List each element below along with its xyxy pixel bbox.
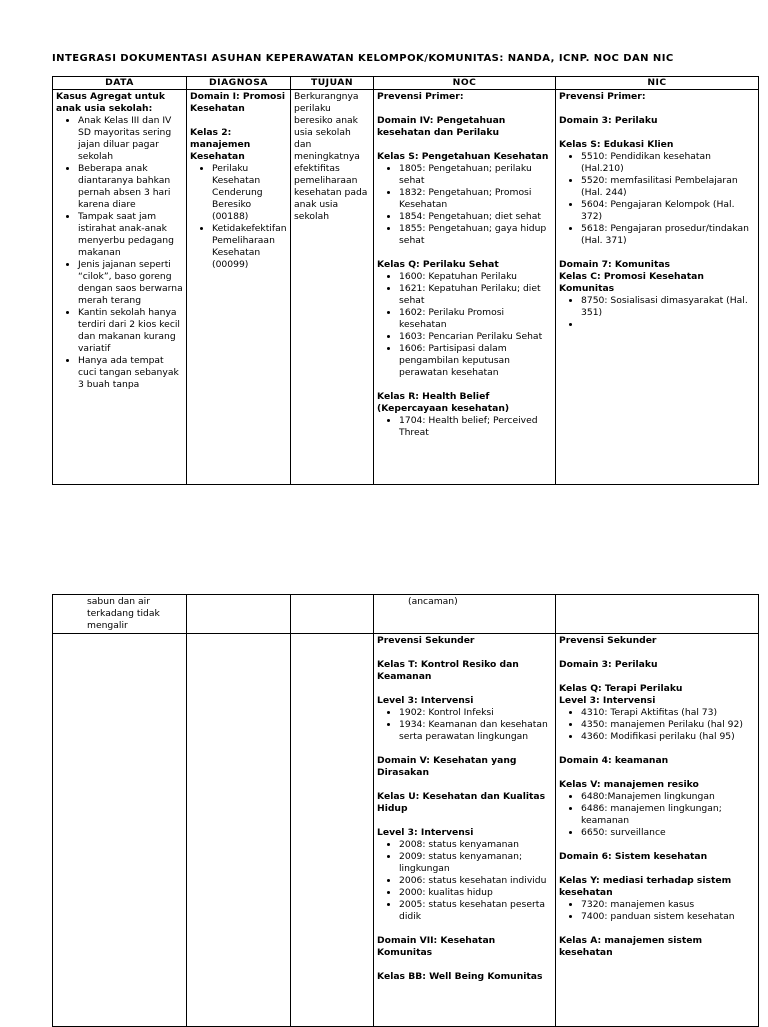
list-item: • 5520: memfasilitasi Pembelajaran (Hal. 244)	[581, 175, 755, 199]
diagnosa-list	[190, 163, 287, 271]
list-item: • 2005: status kesehatan peserta didik	[399, 899, 552, 923]
noc-kelas-s-list	[377, 163, 552, 247]
list-item: • 1603: Pencarian Perilaku Sehat	[399, 331, 552, 343]
list-item: • 1621: Kepatuhan Perilaku; diet sehat	[399, 283, 552, 307]
data-continuation: sabun dan air terkadang tidak mengalir	[87, 596, 160, 631]
noc-continuation: (ancaman)	[408, 596, 458, 607]
noc-kelas-q-list	[377, 271, 552, 379]
list-item: • Perilaku Kesehatan Cenderung Beresiko (00188)	[212, 163, 287, 223]
list-item: • 7320: manajemen kasus	[581, 899, 755, 911]
list-item: • Ketidakefektifan Pemeliharaan Kesehatan (00099)	[212, 223, 287, 271]
list-item: • Jenis jajanan seperti “cilok”, baso goreng dengan saos berwarna merah terang	[78, 259, 183, 307]
header-noc: NOC	[374, 77, 556, 90]
tujuan-cell	[291, 90, 374, 485]
list-item: • 1855: Pengetahuan; gaya hidup sehat	[399, 223, 552, 247]
noc-level-3a: Level 3: Intervensi	[377, 695, 474, 706]
list-item: • 2006: status kesehatan individu	[399, 875, 552, 887]
list-item: • 1606: Partisipasi dalam pengambilan keputusan perawatan kesehatan	[399, 343, 552, 379]
nic-level-3: Level 3: Intervensi	[559, 695, 656, 706]
continuation-row	[53, 595, 759, 634]
care-plan-table-page2	[52, 594, 759, 1027]
list-item: • 1902: Kontrol Infeksi	[399, 707, 552, 719]
list-item: • Tampak saat jam istirahat anak-anak menyerbu pedagang makanan	[78, 211, 183, 259]
list-item: • 4360: Modifikasi perilaku (hal 95)	[581, 731, 755, 743]
empty-cell	[53, 634, 187, 1027]
list-item: • 2009: status kenyamanan; lingkungan	[399, 851, 552, 875]
noc-level-3b: Level 3: Intervensi	[377, 827, 474, 838]
empty-cell	[187, 634, 291, 1027]
noc-kelas-q: Kelas Q: Perilaku Sehat	[377, 259, 499, 270]
list-item: • 2008: status kenyamanan	[399, 839, 552, 851]
list-item: • 8750: Sosialisasi dimasyarakat (Hal. 351)	[581, 295, 755, 319]
nic-prevensi-sekunder: Prevensi Sekunder	[559, 635, 657, 646]
nic-cell	[556, 90, 759, 485]
document-title: INTEGRASI DOKUMENTASI ASUHAN KEPERAWATAN KELOMPOK/KOMUNITAS: NANDA, ICNP. NOC DAN NIC	[52, 53, 674, 64]
nic-domain-3: Domain 3: Perilaku	[559, 659, 658, 670]
noc-domain-5: Domain V: Kesehatan yang Dirasakan	[377, 755, 517, 778]
list-item: • 1805: Pengetahuan; perilaku sehat	[399, 163, 552, 187]
list-item	[581, 319, 755, 331]
noc-domain: Domain IV: Pengetahuan kesehatan dan Perilaku	[377, 115, 506, 138]
table-row	[53, 90, 759, 485]
list-item: • Beberapa anak diantaranya bahkan pernah absen 3 hari karena diare	[78, 163, 183, 211]
list-item: • 6486: manajemen lingkungan; keamanan	[581, 803, 755, 827]
noc-domain-7: Domain VII: Kesehatan Komunitas	[377, 935, 496, 958]
nic-kelas-s: Kelas S: Edukasi Klien	[559, 139, 674, 150]
nic-kelas-a: Kelas A: manajemen sistem kesehatan	[559, 935, 703, 958]
diagnosa-cell	[187, 90, 291, 485]
header-tujuan: TUJUAN	[291, 77, 374, 90]
noc-cell	[374, 634, 556, 1027]
care-plan-table-page1	[52, 76, 759, 485]
nic-kelas-y: Kelas Y: mediasi terhadap sistem kesehatan	[559, 875, 732, 898]
noc-kelas-r: Kelas R: Health Belief (Kepercayaan kesehatan)	[377, 391, 510, 414]
header-data: DATA	[53, 77, 187, 90]
list-item: • 1602: Perilaku Promosi kesehatan	[399, 307, 552, 331]
nic-kelas-s-list	[559, 151, 755, 247]
list-item: • 1934: Keamanan dan kesehatan serta perawatan lingkungan	[399, 719, 552, 743]
empty-cell	[291, 595, 374, 634]
nic-domain-7: Domain 7: Komunitas	[559, 259, 670, 270]
data-heading: Kasus Agregat untuk anak usia sekolah:	[56, 91, 165, 114]
diagnosa-domain: Domain I: Promosi Kesehatan	[190, 91, 285, 114]
table-row	[53, 634, 759, 1027]
noc-kelas-t: Kelas T: Kontrol Resiko dan Keamanan	[377, 659, 519, 682]
nic-kelas-q: Kelas Q: Terapi Perilaku	[559, 683, 683, 694]
list-item: • 7400: panduan sistem kesehatan	[581, 911, 755, 923]
table-header-row	[53, 77, 759, 90]
list-item: • 6480:Manajemen lingkungan	[581, 791, 755, 803]
diagnosa-kelas: Kelas 2: manajemen Kesehatan	[190, 127, 251, 162]
noc-level-3a-list	[377, 707, 552, 743]
header-nic: NIC	[556, 77, 759, 90]
list-item: • Hanya ada tempat cuci tangan sebanyak 3 buah tanpa	[78, 355, 183, 391]
list-item: • 1600: Kepatuhan Perilaku	[399, 271, 552, 283]
nic-kelas-v-list	[559, 791, 755, 839]
noc-kelas-r-list	[377, 415, 552, 439]
list-item: • Kantin sekolah hanya terdiri dari 2 kios kecil dan makanan kurang variatif	[78, 307, 183, 355]
nic-prevensi: Prevensi Primer:	[559, 91, 646, 102]
nic-cell	[556, 634, 759, 1027]
data-cell	[53, 90, 187, 485]
list-item: • 5510: Pendidikan kesehatan (Hal.210)	[581, 151, 755, 175]
header-diagnosa: DIAGNOSA	[187, 77, 291, 90]
nic-domain-4: Domain 4: keamanan	[559, 755, 669, 766]
list-item: • 4310: Terapi Aktifitas (hal 73)	[581, 707, 755, 719]
list-item: • 5604: Pengajaran Kelompok (Hal. 372)	[581, 199, 755, 223]
list-item: • Anak Kelas III dan IV SD mayoritas sering jajan diluar pagar sekolah	[78, 115, 183, 163]
list-item: • 1832: Pengetahuan; Promosi Kesehatan	[399, 187, 552, 211]
data-continuation-cell	[53, 595, 187, 634]
noc-continuation-cell	[374, 595, 556, 634]
nic-kelas-q-list	[559, 707, 755, 743]
list-item: • 2000: kualitas hidup	[399, 887, 552, 899]
nic-kelas-y-list	[559, 899, 755, 923]
noc-kelas-s: Kelas S: Pengetahuan Kesehatan	[377, 151, 549, 162]
nic-domain-3: Domain 3: Perilaku	[559, 115, 658, 126]
list-item: • 1704: Health belief; Perceived Threat	[399, 415, 552, 439]
data-list	[56, 115, 183, 391]
nic-kelas-v: Kelas V: manajemen resiko	[559, 779, 699, 790]
nic-kelas-c: Kelas C: Promosi Kesehatan Komunitas	[559, 271, 704, 294]
empty-cell	[187, 595, 291, 634]
noc-kelas-bb: Kelas BB: Well Being Komunitas	[377, 971, 543, 982]
noc-kelas-u: Kelas U: Kesehatan dan Kualitas Hidup	[377, 791, 546, 814]
noc-prevensi: Prevensi Primer:	[377, 91, 464, 102]
noc-cell	[374, 90, 556, 485]
empty-cell	[556, 595, 759, 634]
empty-cell	[291, 634, 374, 1027]
tujuan-text: Berkurangnya perilaku beresiko anak usia sekolah dan meningkatnya efektifitas pemeliharaan kesehatan pada anak usia sekolah	[294, 91, 368, 222]
list-item: • 4350: manajemen Perilaku (hal 92)	[581, 719, 755, 731]
list-item: • 1854: Pengetahuan; diet sehat	[399, 211, 552, 223]
list-item: • 6650: surveillance	[581, 827, 755, 839]
list-item: • 5618: Pengajaran prosedur/tindakan (Hal. 371)	[581, 223, 755, 247]
nic-kelas-c-list	[559, 295, 755, 331]
noc-prevensi-sekunder: Prevensi Sekunder	[377, 635, 475, 646]
nic-domain-6: Domain 6: Sistem kesehatan	[559, 851, 708, 862]
noc-level-3b-list	[377, 839, 552, 923]
